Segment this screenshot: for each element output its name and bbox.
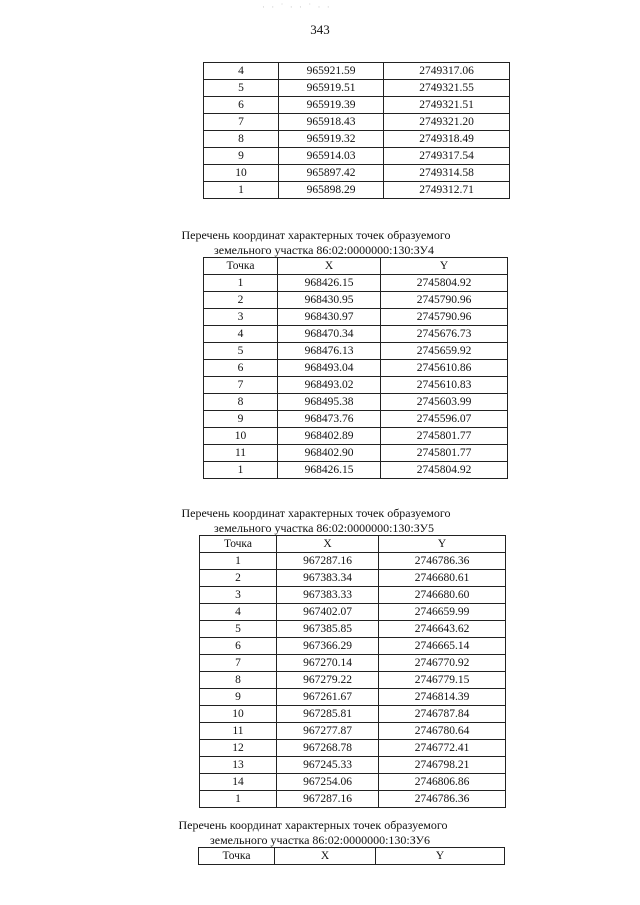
table-row <box>204 182 510 199</box>
cell-x: 968473.76 <box>278 411 381 428</box>
cell-point: 6 <box>204 360 278 377</box>
cell-y: 2749321.55 <box>384 80 510 97</box>
cell-y: 2745603.99 <box>381 394 508 411</box>
cell-point: 1 <box>200 553 277 570</box>
cell-y: 2746786.36 <box>379 553 506 570</box>
cell-point: 14 <box>200 774 277 791</box>
section-heading-zu4 <box>0 228 640 258</box>
cell-point: 8 <box>204 394 278 411</box>
table-row <box>204 377 508 394</box>
cell-y: 2745790.96 <box>381 292 508 309</box>
coordinates-table-zu4 <box>203 257 508 479</box>
cell-y: 2746659.99 <box>379 604 506 621</box>
page-number: 343 <box>310 22 330 37</box>
table-row <box>200 791 506 808</box>
cell-point: 6 <box>204 97 279 114</box>
cell-point: 1 <box>204 462 278 479</box>
cell-x: 968430.95 <box>278 292 381 309</box>
cell-x: 968426.15 <box>278 462 381 479</box>
cell-point: 12 <box>200 740 277 757</box>
cell-y: 2745804.92 <box>381 462 508 479</box>
table-row <box>204 114 510 131</box>
cell-point: 1 <box>200 791 277 808</box>
cell-point: 9 <box>204 148 279 165</box>
cell-y: 2746780.64 <box>379 723 506 740</box>
cell-x: 965897.42 <box>279 165 384 182</box>
section-heading-zu5 <box>0 506 640 536</box>
cell-y: 2745801.77 <box>381 428 508 445</box>
cell-point: 4 <box>204 63 279 80</box>
heading-line-1: Перечень координат характерных точек образуемого <box>178 818 448 832</box>
heading-line-2: земельного участка 86:02:0000000:130:ЗУ4 <box>214 243 434 257</box>
table-row <box>200 553 506 570</box>
cell-point: 11 <box>204 445 278 462</box>
table-row <box>200 706 506 723</box>
column-header-y: Y <box>379 536 506 553</box>
cell-x: 967279.22 <box>277 672 379 689</box>
cell-point: 9 <box>200 689 277 706</box>
table-row <box>204 131 510 148</box>
table-row <box>204 462 508 479</box>
table-row <box>204 80 510 97</box>
cell-y: 2746643.62 <box>379 621 506 638</box>
table-row <box>204 275 508 292</box>
column-header-point: Точка <box>199 848 275 865</box>
column-header-y: Y <box>381 258 508 275</box>
table-row <box>200 587 506 604</box>
table-row <box>200 723 506 740</box>
cell-y: 2749314.58 <box>384 165 510 182</box>
cell-x: 967366.29 <box>277 638 379 655</box>
cell-x: 967287.16 <box>277 791 379 808</box>
cell-point: 2 <box>204 292 278 309</box>
heading-line-1: Перечень координат характерных точек образуемого <box>181 506 451 520</box>
table-row <box>200 604 506 621</box>
table-row <box>204 411 508 428</box>
cell-y: 2746779.15 <box>379 672 506 689</box>
column-header-x: X <box>275 848 376 865</box>
cell-point: 5 <box>204 343 278 360</box>
table-row <box>204 165 510 182</box>
coordinates-table-continued <box>203 62 510 199</box>
cell-point: 8 <box>200 672 277 689</box>
cell-point: 4 <box>204 326 278 343</box>
cell-y: 2749317.54 <box>384 148 510 165</box>
cell-x: 967287.16 <box>277 553 379 570</box>
cell-x: 968470.34 <box>278 326 381 343</box>
cell-y: 2746680.60 <box>379 587 506 604</box>
cell-y: 2745804.92 <box>381 275 508 292</box>
cell-y: 2746665.14 <box>379 638 506 655</box>
cell-x: 967277.87 <box>277 723 379 740</box>
coordinates-table-zu6 <box>198 847 505 865</box>
cell-y: 2749312.71 <box>384 182 510 199</box>
column-header-x: X <box>277 536 379 553</box>
table-row <box>204 292 508 309</box>
cell-y: 2745659.92 <box>381 343 508 360</box>
cell-y: 2749321.51 <box>384 97 510 114</box>
cell-x: 965898.29 <box>279 182 384 199</box>
cell-point: 11 <box>200 723 277 740</box>
table-row <box>204 309 508 326</box>
column-header-point: Точка <box>204 258 278 275</box>
cell-point: 2 <box>200 570 277 587</box>
table-row <box>200 689 506 706</box>
cell-x: 967261.67 <box>277 689 379 706</box>
cell-point: 3 <box>204 309 278 326</box>
cell-y: 2746770.92 <box>379 655 506 672</box>
table-row <box>200 638 506 655</box>
cell-x: 967402.07 <box>277 604 379 621</box>
cell-y: 2745610.83 <box>381 377 508 394</box>
cell-y: 2746814.39 <box>379 689 506 706</box>
cell-point: 8 <box>204 131 279 148</box>
cell-x: 968402.89 <box>278 428 381 445</box>
cell-x: 967285.81 <box>277 706 379 723</box>
column-header-y: Y <box>376 848 505 865</box>
table-row <box>200 655 506 672</box>
heading-line-2: земельного участка 86:02:0000000:130:ЗУ6 <box>210 833 430 847</box>
cell-x: 967268.78 <box>277 740 379 757</box>
table-row <box>200 774 506 791</box>
cell-y: 2745790.96 <box>381 309 508 326</box>
table-row <box>200 757 506 774</box>
cell-point: 3 <box>200 587 277 604</box>
cell-x: 968493.02 <box>278 377 381 394</box>
table-body <box>200 553 506 808</box>
heading-line-2: земельного участка 86:02:0000000:130:ЗУ5 <box>214 521 434 535</box>
cell-y: 2749321.20 <box>384 114 510 131</box>
column-header-point: Точка <box>200 536 277 553</box>
cell-x: 968430.97 <box>278 309 381 326</box>
table-row <box>200 621 506 638</box>
cell-x: 965919.32 <box>279 131 384 148</box>
table-row <box>204 428 508 445</box>
table-row <box>204 148 510 165</box>
cell-x: 968426.15 <box>278 275 381 292</box>
table-row <box>200 740 506 757</box>
coordinates-table-zu5 <box>199 535 506 808</box>
cell-y: 2746798.21 <box>379 757 506 774</box>
cell-y: 2746680.61 <box>379 570 506 587</box>
cell-x: 965919.51 <box>279 80 384 97</box>
table-row <box>204 445 508 462</box>
cell-point: 1 <box>204 275 278 292</box>
cell-y: 2746787.84 <box>379 706 506 723</box>
cell-x: 968493.04 <box>278 360 381 377</box>
cell-point: 6 <box>200 638 277 655</box>
table-body <box>204 275 508 479</box>
cell-point: 13 <box>200 757 277 774</box>
table-header-row <box>204 258 508 275</box>
cell-point: 7 <box>200 655 277 672</box>
cell-point: 10 <box>200 706 277 723</box>
cell-x: 967383.34 <box>277 570 379 587</box>
cell-x: 965921.59 <box>279 63 384 80</box>
section-heading-zu6 <box>0 818 640 848</box>
cell-y: 2746806.86 <box>379 774 506 791</box>
cell-x: 965919.39 <box>279 97 384 114</box>
table-header-row <box>200 536 506 553</box>
cell-point: 5 <box>204 80 279 97</box>
table-row <box>204 394 508 411</box>
table-row <box>204 63 510 80</box>
cell-point: 7 <box>204 114 279 131</box>
cell-x: 967270.14 <box>277 655 379 672</box>
cell-x: 967245.33 <box>277 757 379 774</box>
cell-y: 2745676.73 <box>381 326 508 343</box>
cell-x: 965918.43 <box>279 114 384 131</box>
table-body <box>204 63 510 199</box>
cell-x: 965914.03 <box>279 148 384 165</box>
cell-x: 968402.90 <box>278 445 381 462</box>
cell-x: 967383.33 <box>277 587 379 604</box>
cell-point: 7 <box>204 377 278 394</box>
cell-y: 2745596.07 <box>381 411 508 428</box>
cell-y: 2746772.41 <box>379 740 506 757</box>
cell-point: 1 <box>204 182 279 199</box>
cell-y: 2745801.77 <box>381 445 508 462</box>
cell-x: 967254.06 <box>277 774 379 791</box>
cell-point: 5 <box>200 621 277 638</box>
cell-y: 2746786.36 <box>379 791 506 808</box>
table-row <box>204 326 508 343</box>
table-row <box>204 343 508 360</box>
cell-point: 4 <box>200 604 277 621</box>
cell-x: 968476.13 <box>278 343 381 360</box>
cell-x: 967385.85 <box>277 621 379 638</box>
table-row <box>204 360 508 377</box>
cell-point: 10 <box>204 428 278 445</box>
cell-y: 2749318.49 <box>384 131 510 148</box>
table-row <box>204 97 510 114</box>
cell-y: 2745610.86 <box>381 360 508 377</box>
table-row <box>200 570 506 587</box>
cell-x: 968495.38 <box>278 394 381 411</box>
table-header-row <box>199 848 505 865</box>
column-header-x: X <box>278 258 381 275</box>
heading-line-1: Перечень координат характерных точек образуемого <box>181 228 451 242</box>
table-row <box>200 672 506 689</box>
scan-noise: · · ˙ · · ˙ · · <box>262 2 332 12</box>
cell-point: 9 <box>204 411 278 428</box>
cell-y: 2749317.06 <box>384 63 510 80</box>
cell-point: 10 <box>204 165 279 182</box>
